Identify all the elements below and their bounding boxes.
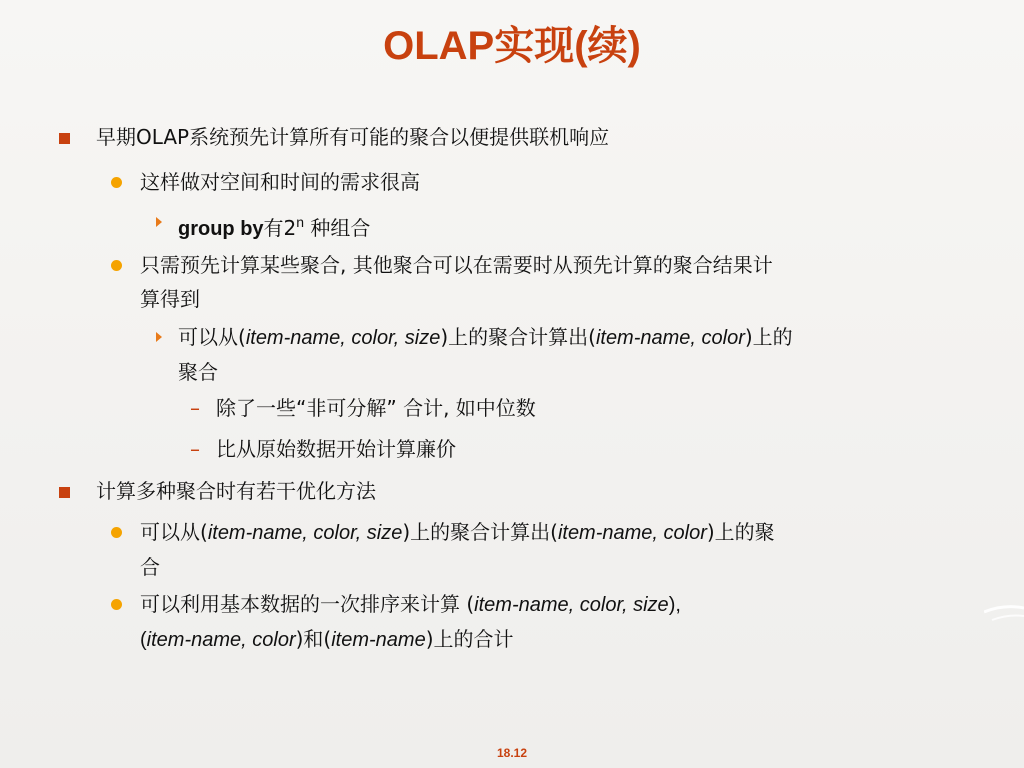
bullet-text: 可以从(item-name, color, size)上的聚合计算出(item-name, color)上的 — [178, 325, 793, 349]
bullet-text: 早期OLAP系统预先计算所有可能的聚合以便提供联机响应 — [96, 125, 610, 149]
square-bullet-icon — [59, 133, 70, 144]
bullet-text: 种组合 — [304, 216, 371, 240]
bullet-level3 — [178, 205, 370, 246]
page-number: 18.12 — [496, 746, 528, 760]
bullet-level1 — [96, 474, 376, 508]
bullet-level2 — [140, 165, 420, 199]
arrow-bullet-icon — [156, 332, 162, 342]
bullet-level2 — [140, 515, 775, 584]
bullet-text: 比从原始数据开始计算廉价 — [216, 437, 456, 461]
group-by-keyword: group by — [178, 218, 264, 240]
bullet-text-continued: 算得到 — [140, 287, 200, 311]
bullet-level1 — [96, 120, 609, 154]
arrow-bullet-icon — [156, 217, 162, 227]
bullet-text: 只需预先计算某些聚合, 其他聚合可以在需要时从预先计算的聚合结果计 — [140, 253, 773, 277]
dot-bullet-icon — [111, 177, 122, 188]
bullet-text: 除了一些“非可分解” 合计, 如中位数 — [216, 396, 536, 420]
bullet-text: 计算多种聚合时有若干优化方法 — [96, 479, 376, 503]
bullet-text-continued: 合 — [140, 555, 160, 579]
dash-bullet-icon: – — [190, 437, 200, 461]
bullet-level2 — [140, 587, 681, 657]
bullet-text: 这样做对空间和时间的需求很高 — [140, 170, 420, 194]
dot-bullet-icon — [111, 599, 122, 610]
bullet-text-continued: (item-name, color)和(item-name)上的合计 — [140, 627, 514, 651]
bullet-level4 — [190, 432, 456, 466]
bullet-text-continued: 聚合 — [178, 360, 218, 384]
dot-bullet-icon — [111, 527, 122, 538]
square-bullet-icon — [59, 487, 70, 498]
bullet-text: 可以利用基本数据的一次排序来计算 (item-name, color, size), — [140, 592, 681, 616]
decorative-swoosh-icon — [984, 600, 1024, 630]
bullet-text: 有2 — [263, 216, 297, 240]
bullet-level3 — [178, 320, 793, 389]
dash-bullet-icon: – — [190, 396, 200, 420]
dot-bullet-icon — [111, 260, 122, 271]
bullet-level4 — [190, 391, 536, 425]
bullet-level2 — [140, 248, 773, 316]
exponent: n — [296, 214, 305, 230]
slide-title: OLAP实现(续) — [383, 24, 641, 68]
bullet-text: 可以从(item-name, color, size)上的聚合计算出(item-name, color)上的聚 — [140, 520, 775, 544]
